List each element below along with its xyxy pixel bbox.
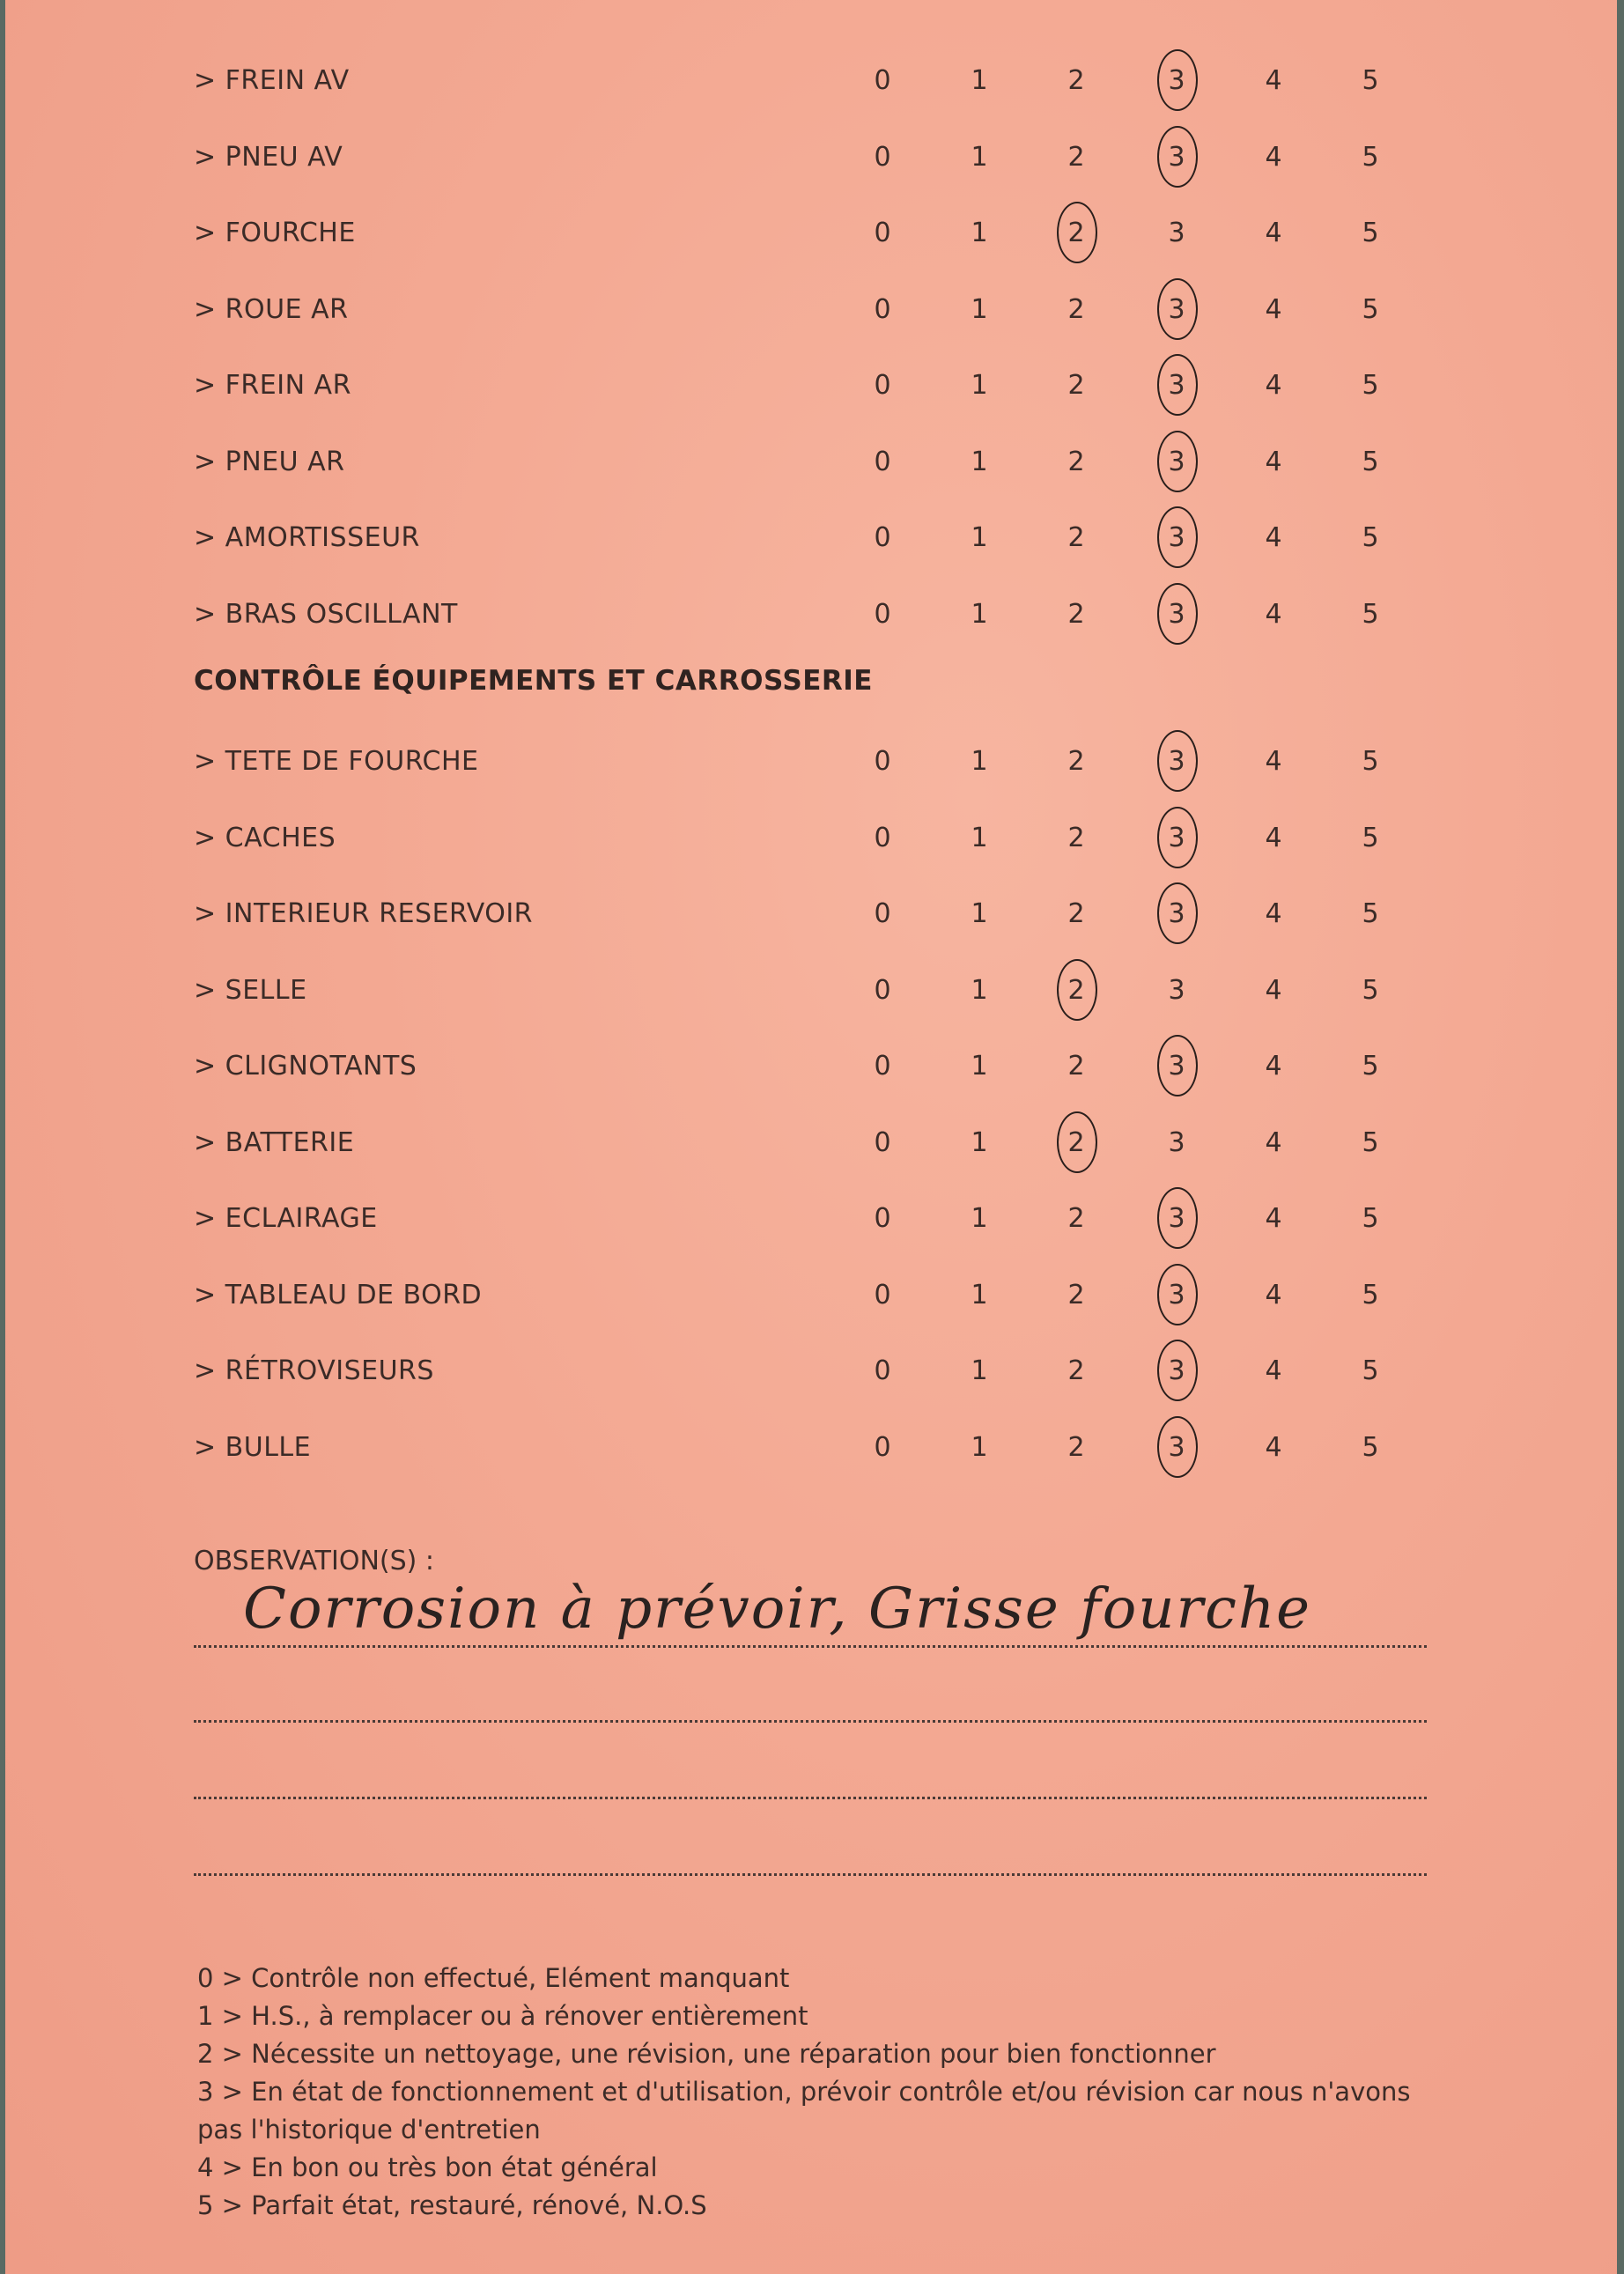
score-option[interactable]: 1	[971, 1279, 988, 1311]
score-option-selected[interactable]: 3	[1150, 588, 1203, 641]
score-option-selected[interactable]: 3	[1150, 1421, 1203, 1474]
score-option[interactable]: 5	[1362, 1355, 1379, 1386]
score-option[interactable]: 2	[1067, 446, 1085, 477]
check-item-label: > FOURCHE	[194, 218, 356, 248]
score-option-selected[interactable]: 3	[1150, 735, 1203, 788]
score-option-selected[interactable]: 3	[1150, 436, 1203, 489]
check-row	[5, 1345, 1617, 1398]
score-option[interactable]: 0	[874, 974, 891, 1006]
score-option[interactable]: 4	[1265, 598, 1282, 630]
score-option[interactable]: 2	[1067, 1051, 1085, 1082]
score-option[interactable]: 5	[1362, 293, 1379, 325]
score-option[interactable]: 5	[1362, 1431, 1379, 1463]
score-option[interactable]: 4	[1265, 293, 1282, 325]
check-row	[5, 1040, 1617, 1093]
score-option[interactable]: 0	[874, 1431, 891, 1463]
score-option-selected[interactable]: 3	[1150, 1345, 1203, 1398]
score-option[interactable]: 1	[971, 1355, 988, 1386]
check-item-label: > PNEU AR	[194, 446, 345, 477]
score-option[interactable]: 5	[1362, 218, 1379, 248]
score-option[interactable]: 2	[1067, 522, 1085, 553]
score-option[interactable]: 4	[1265, 898, 1282, 929]
score-option[interactable]: 1	[971, 598, 988, 630]
check-row	[5, 284, 1617, 336]
score-option[interactable]: 1	[971, 141, 988, 173]
score-option[interactable]: 0	[874, 1279, 891, 1311]
score-option[interactable]: 3	[1168, 218, 1185, 248]
legend-item: 4 > En bon ou très bon état général	[197, 2152, 658, 2182]
score-option[interactable]: 5	[1362, 446, 1379, 477]
observation-line	[194, 1645, 1427, 1648]
score-option[interactable]: 4	[1265, 370, 1282, 401]
observations-label: OBSERVATION(S) :	[194, 1546, 434, 1576]
check-item-label: > AMORTISSEUR	[194, 522, 420, 553]
check-row	[5, 55, 1617, 107]
score-option[interactable]: 0	[874, 522, 891, 553]
check-item-label: > FREIN AV	[194, 65, 350, 96]
score-option[interactable]: 2	[1067, 1355, 1085, 1386]
check-row	[5, 1269, 1617, 1322]
score-option[interactable]: 0	[874, 1203, 891, 1234]
score-option-selected[interactable]: 3	[1150, 1192, 1203, 1245]
score-option[interactable]: 3	[1168, 974, 1185, 1006]
score-option[interactable]: 5	[1362, 898, 1379, 929]
legend-item: 1 > H.S., à remplacer ou à rénover entièrement	[197, 2001, 808, 2031]
score-option[interactable]: 2	[1067, 1279, 1085, 1311]
observation-line	[194, 1873, 1427, 1876]
score-option[interactable]: 2	[1067, 898, 1085, 929]
score-option-selected[interactable]: 3	[1150, 1040, 1203, 1093]
check-item-label: > TABLEAU DE BORD	[194, 1279, 483, 1311]
score-option[interactable]: 1	[971, 898, 988, 929]
score-option[interactable]: 0	[874, 822, 891, 853]
score-option[interactable]: 1	[971, 1203, 988, 1234]
score-option[interactable]: 4	[1265, 822, 1282, 853]
check-item-label: > BATTERIE	[194, 1126, 355, 1158]
score-option-selected[interactable]: 3	[1150, 512, 1203, 565]
score-option[interactable]: 4	[1265, 446, 1282, 477]
legend-item: 5 > Parfait état, restauré, rénové, N.O.S	[197, 2190, 707, 2220]
check-row	[5, 131, 1617, 184]
observation-line	[194, 1797, 1427, 1799]
score-option[interactable]: 2	[1067, 1431, 1085, 1463]
score-option[interactable]: 2	[1067, 746, 1085, 777]
score-option[interactable]: 0	[874, 141, 891, 173]
score-option-selected[interactable]: 3	[1150, 284, 1203, 336]
score-option-selected[interactable]: 3	[1150, 812, 1203, 865]
score-option[interactable]: 5	[1362, 746, 1379, 777]
check-row	[5, 588, 1617, 641]
score-option-selected[interactable]: 3	[1150, 55, 1203, 107]
legend-item: 0 > Contrôle non effectué, Elément manquant	[197, 1963, 790, 1993]
score-option-selected[interactable]: 3	[1150, 359, 1203, 412]
check-item-label: > BULLE	[194, 1431, 312, 1463]
score-option[interactable]: 1	[971, 822, 988, 853]
score-option[interactable]: 4	[1265, 1279, 1282, 1311]
score-option[interactable]: 4	[1265, 1051, 1282, 1082]
score-option[interactable]: 1	[971, 446, 988, 477]
check-row	[5, 207, 1617, 260]
score-option[interactable]: 0	[874, 1126, 891, 1158]
score-option[interactable]: 1	[971, 65, 988, 96]
check-item-label: > PNEU AV	[194, 141, 343, 173]
check-row	[5, 512, 1617, 565]
legend-item: 3 > En état de fonctionnement et d'utilisation, prévoir contrôle et/ou révision car nous n'avons pas l'historique d'entretien	[197, 2077, 1411, 2145]
score-option[interactable]: 5	[1362, 1279, 1379, 1311]
score-option[interactable]: 1	[971, 218, 988, 248]
score-option[interactable]: 5	[1362, 1203, 1379, 1234]
score-option[interactable]: 1	[971, 1051, 988, 1082]
score-option[interactable]: 5	[1362, 522, 1379, 553]
check-item-label: > CACHES	[194, 822, 336, 853]
score-option[interactable]: 4	[1265, 974, 1282, 1006]
score-option[interactable]: 5	[1362, 974, 1379, 1006]
inspection-sheet	[5, 0, 1617, 2274]
score-option[interactable]: 2	[1067, 65, 1085, 96]
check-item-label: > ROUE AR	[194, 293, 349, 325]
score-option[interactable]: 2	[1067, 141, 1085, 173]
score-option[interactable]: 5	[1362, 370, 1379, 401]
score-option[interactable]: 4	[1265, 1355, 1282, 1386]
score-option-selected[interactable]: 2	[1050, 964, 1103, 1017]
check-item-label: > SELLE	[194, 974, 307, 1006]
score-option[interactable]: 3	[1168, 1126, 1185, 1158]
check-item-label: > TETE DE FOURCHE	[194, 746, 479, 777]
score-option[interactable]: 0	[874, 446, 891, 477]
observations-handwritten-text: Corrosion à prévoir, Grisse fourche	[243, 1576, 1312, 1642]
check-row	[5, 1117, 1617, 1170]
score-option[interactable]: 0	[874, 218, 891, 248]
score-option-selected[interactable]: 3	[1150, 131, 1203, 184]
observation-line	[194, 1720, 1427, 1723]
score-option[interactable]: 2	[1067, 1203, 1085, 1234]
check-item-label: > RÉTROVISEURS	[194, 1355, 434, 1386]
score-option[interactable]: 0	[874, 1051, 891, 1082]
legend-item: 2 > Nécessite un nettoyage, une révision, une réparation pour bien fonctionner	[197, 2039, 1216, 2069]
score-option[interactable]: 0	[874, 598, 891, 630]
score-option-selected[interactable]: 2	[1050, 207, 1103, 260]
score-option[interactable]: 2	[1067, 598, 1085, 630]
check-row	[5, 888, 1617, 941]
check-row	[5, 436, 1617, 489]
score-option[interactable]: 5	[1362, 1051, 1379, 1082]
score-option[interactable]: 4	[1265, 746, 1282, 777]
score-option[interactable]: 2	[1067, 370, 1085, 401]
score-option[interactable]: 4	[1265, 65, 1282, 96]
score-option-selected[interactable]: 2	[1050, 1117, 1103, 1170]
score-option[interactable]: 0	[874, 65, 891, 96]
score-option[interactable]: 5	[1362, 141, 1379, 173]
check-row	[5, 1192, 1617, 1245]
score-option[interactable]: 1	[971, 293, 988, 325]
score-option[interactable]: 4	[1265, 1126, 1282, 1158]
check-item-label: > FREIN AR	[194, 370, 351, 401]
rating-legend	[197, 1960, 1430, 2225]
score-option[interactable]: 1	[971, 522, 988, 553]
section-title-equipment: CONTRÔLE ÉQUIPEMENTS ET CARROSSERIE	[194, 665, 873, 697]
score-option[interactable]: 0	[874, 293, 891, 325]
score-option[interactable]: 1	[971, 1431, 988, 1463]
score-option[interactable]: 2	[1067, 293, 1085, 325]
score-option[interactable]: 2	[1067, 822, 1085, 853]
check-row	[5, 812, 1617, 865]
score-option[interactable]: 1	[971, 1126, 988, 1158]
score-option[interactable]: 5	[1362, 822, 1379, 853]
score-option[interactable]: 0	[874, 746, 891, 777]
score-option[interactable]: 4	[1265, 1431, 1282, 1463]
score-option[interactable]: 0	[874, 1355, 891, 1386]
score-option[interactable]: 1	[971, 746, 988, 777]
score-option[interactable]: 1	[971, 370, 988, 401]
score-option[interactable]: 5	[1362, 1126, 1379, 1158]
check-item-label: > ECLAIRAGE	[194, 1203, 378, 1234]
score-option[interactable]: 1	[971, 974, 988, 1006]
check-item-label: > BRAS OSCILLANT	[194, 598, 458, 630]
check-row	[5, 1421, 1617, 1474]
score-option[interactable]: 5	[1362, 598, 1379, 630]
check-item-label: > CLIGNOTANTS	[194, 1051, 417, 1082]
check-row	[5, 735, 1617, 788]
score-option[interactable]: 0	[874, 898, 891, 929]
check-row	[5, 359, 1617, 412]
score-option[interactable]: 4	[1265, 141, 1282, 173]
score-option[interactable]: 4	[1265, 218, 1282, 248]
score-option[interactable]: 4	[1265, 1203, 1282, 1234]
score-option-selected[interactable]: 3	[1150, 1269, 1203, 1322]
score-option[interactable]: 5	[1362, 65, 1379, 96]
score-option[interactable]: 4	[1265, 522, 1282, 553]
check-row	[5, 964, 1617, 1017]
check-item-label: > INTERIEUR RESERVOIR	[194, 898, 534, 929]
score-option-selected[interactable]: 3	[1150, 888, 1203, 941]
score-option[interactable]: 0	[874, 370, 891, 401]
